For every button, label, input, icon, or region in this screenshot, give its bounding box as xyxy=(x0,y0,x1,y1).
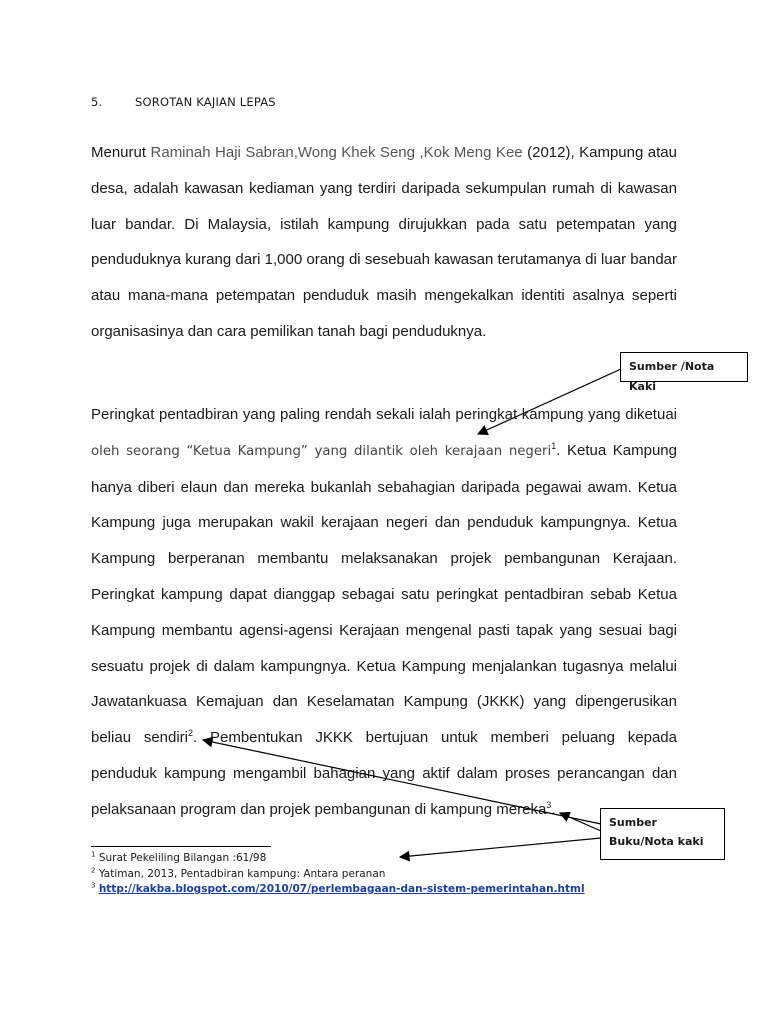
paragraph-1-lead: Menurut xyxy=(91,144,151,161)
footnote-3-link[interactable]: http://kakba.blogspot.com/2010/07/perlembagaan-dan-sistem-pemerintahan.html xyxy=(98,883,585,895)
paragraph-1-authors: Raminah Haji Sabran,Wong Khek Seng ,Kok Meng Kee xyxy=(150,144,523,161)
callout-buku-nota-kaki: Sumber Buku/Nota kaki xyxy=(600,808,725,860)
paragraph-2-part4: . xyxy=(551,800,556,818)
paragraph-2-quote: oleh seorang “Ketua Kampung” yang dilantik oleh kerajaan negeri xyxy=(91,443,552,459)
footnote-1-text: Surat Pekeliling Bilangan :61/98 xyxy=(98,852,267,864)
footnote-2-text: Yatiman, 2013, Pentadbiran kampung: Antara peranan xyxy=(98,867,386,880)
paragraph-2-part1: Peringkat pentadbiran yang paling rendah sekali ialah peringkat kampung yang diketuai xyxy=(91,406,677,423)
paragraph-2-part3: . Pembentukan JKKK bertujuan untuk memberi peluang kepada penduduk kampung mengambil bahagian yang aktif dalam proses perancangan dan pelaksanaan program dan projek pembangunan di kampung mereka xyxy=(91,729,677,818)
callout-nota-kaki: Sumber /Nota Kaki xyxy=(620,352,748,382)
footnote-3-marker: 3 xyxy=(91,881,96,890)
arrow-to-footnotes xyxy=(400,838,601,857)
footnote-ref-1[interactable]: 1 xyxy=(551,440,557,451)
paragraph-1-body: (2012), Kampung atau desa, adalah kawasan kediaman yang terdiri daripada sekumpulan rumah di kawasan luar bandar. Di Malaysia, istilah kampung dirujukkan pada satu petempatan yang penduduknya kurang dari 1,000 orang di sesebuah kawasan terutamanya di luar bandar atau mana-mana petempatan penduduk masih mengekalkan identiti asalnya seperti organisasinya dan cara pemilikan tanah bagi penduduknya. xyxy=(91,144,677,340)
arrow-to-ref-2 xyxy=(203,740,601,824)
arrow-to-ref-3 xyxy=(560,813,601,831)
footnote-ref-2[interactable]: 2 xyxy=(188,728,194,739)
paragraph-2-part2: . Ketua Kampung hanya diberi elaun dan mereka bukanlah sebahagian daripada pegawai awam. Ketua Kampung juga merupakan wakil kerajaan negeri dan penduduk kampungnya. Ketua Kampung berperanan membantu melaksanakan projek pembangunan Kerajaan. Peringkat kampung dapat dianggap sebagai satu peringkat pentadbiran sebab Ketua Kampung membantu agensi-agensi Kerajaan mengenal pasti tapak yang sesuai bagi sesuatu projek di dalam kampungnya. Ketua Kampung menjalankan tugasnya melalui Jawatankuasa Kemajuan dan Keselamatan Kampung (JKKK) yang dipengerusikan beliau sendiri xyxy=(91,441,677,747)
arrow-to-ref-1 xyxy=(478,369,621,434)
footnote-1-marker: 1 xyxy=(91,850,96,859)
footnote-ref-3[interactable]: 3 xyxy=(546,799,552,810)
section-number: 5. xyxy=(91,95,103,109)
section-title: SOROTAN KAJIAN LEPAS xyxy=(135,95,276,109)
footnote-2-marker: 2 xyxy=(91,866,96,874)
